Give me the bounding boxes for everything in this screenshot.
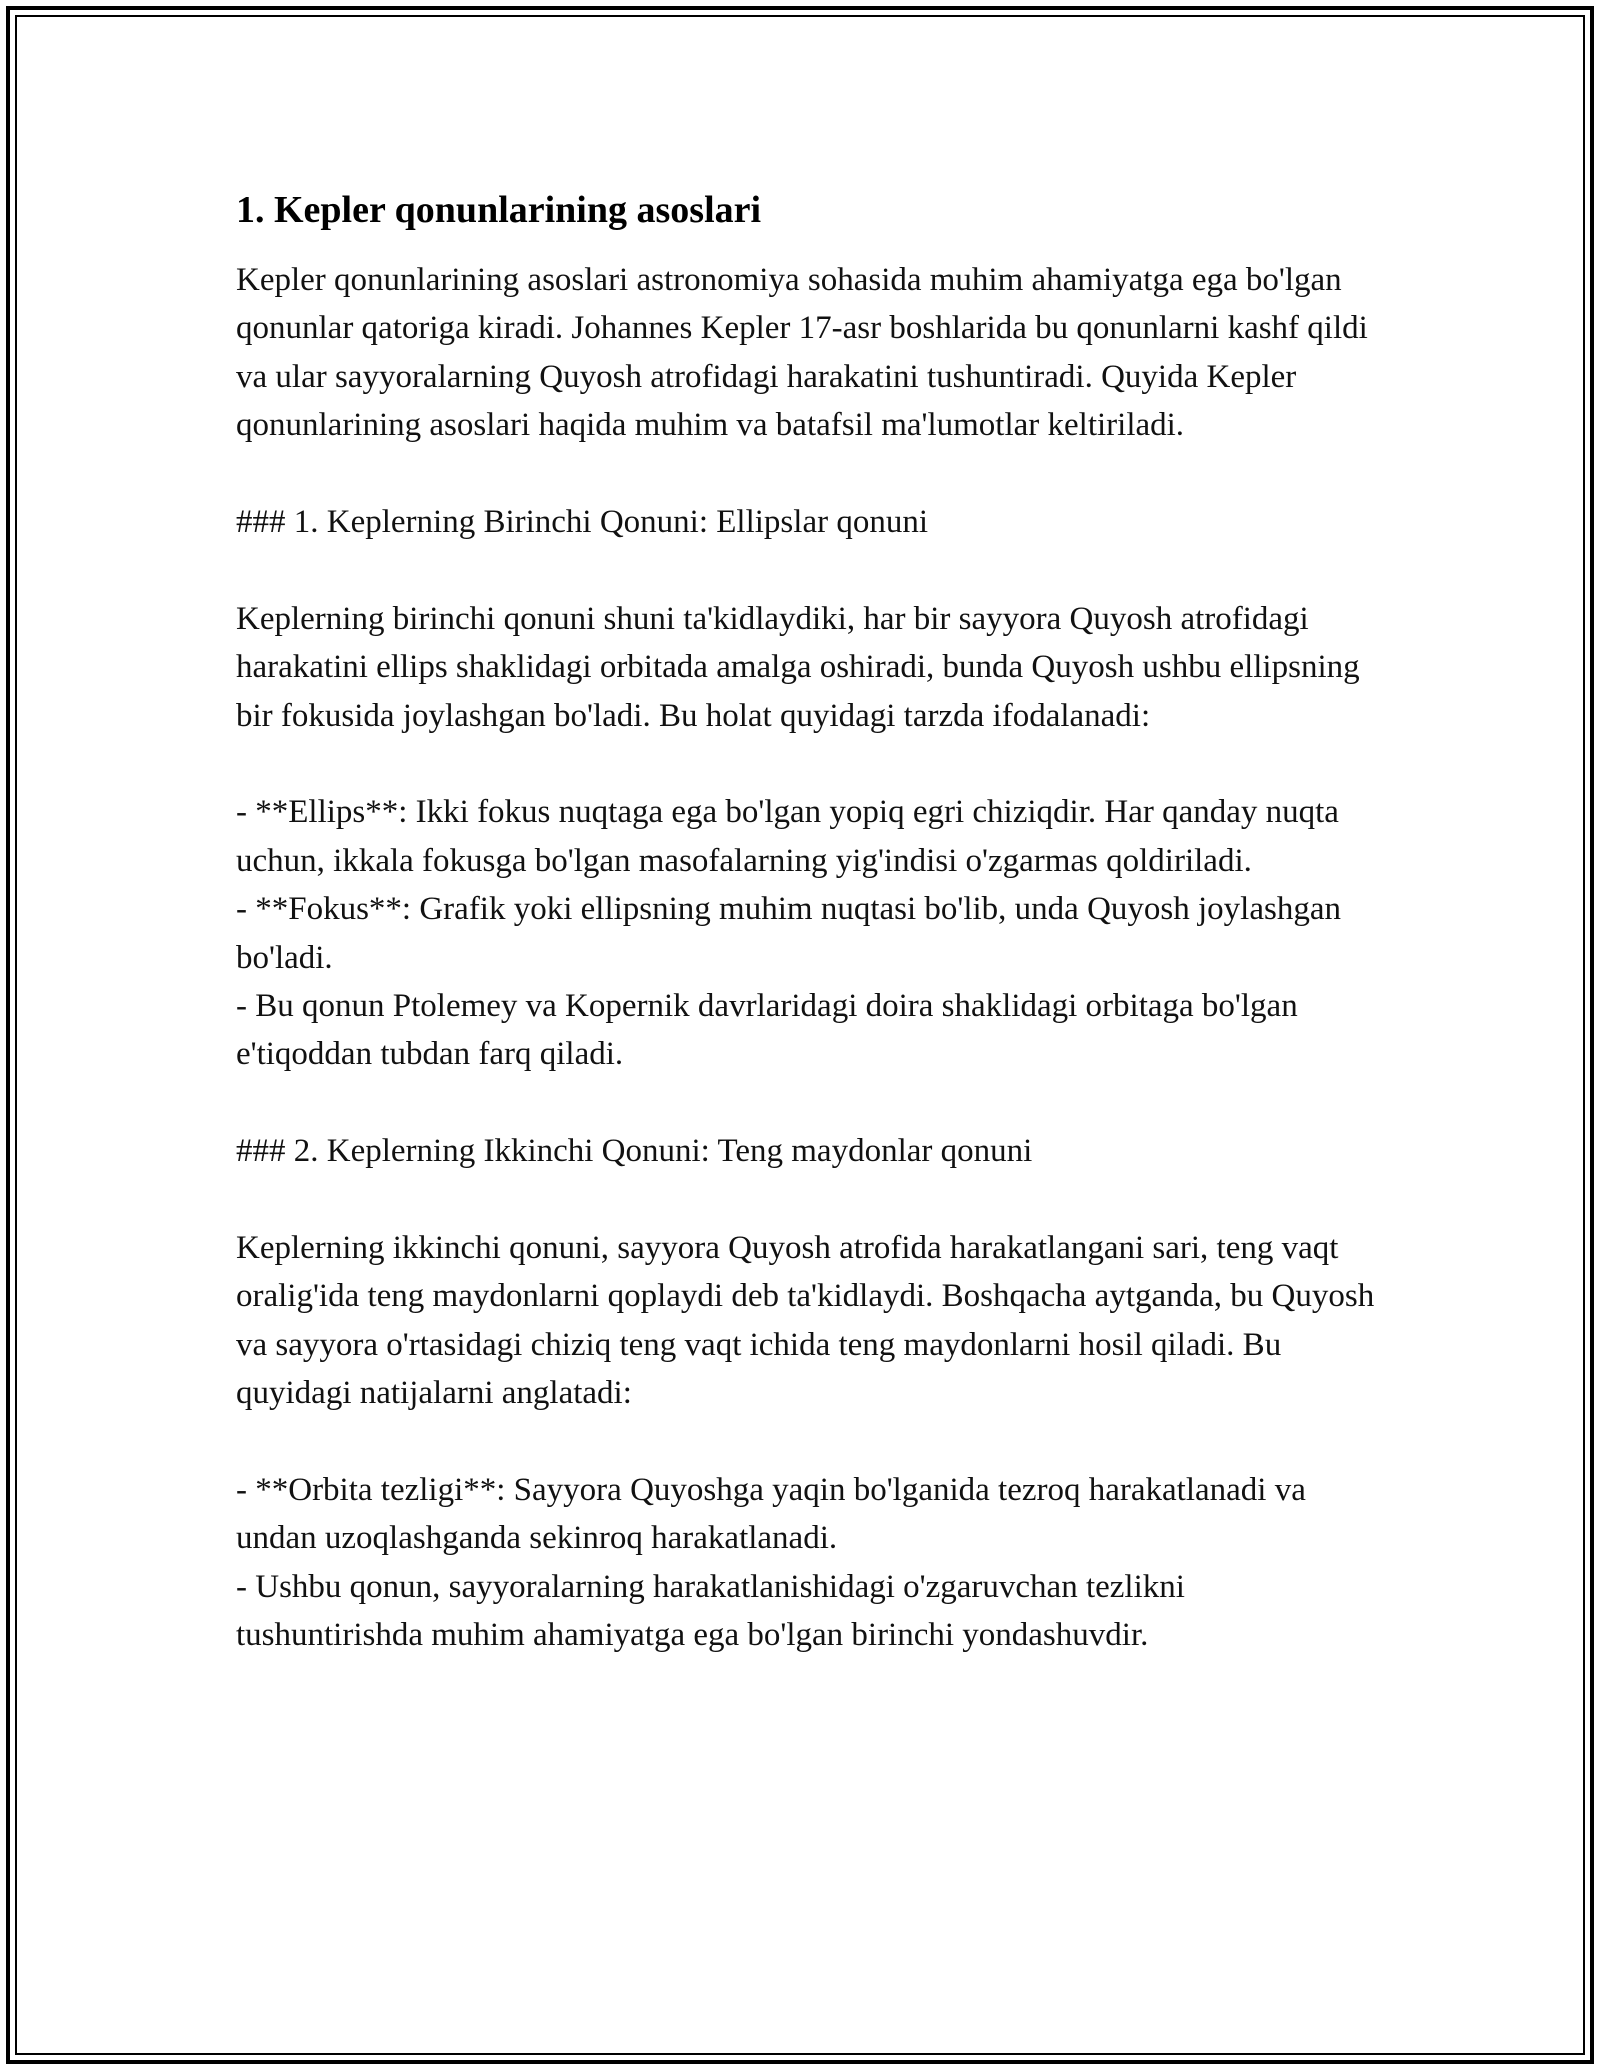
spacer <box>236 1079 1376 1127</box>
list-item: - **Orbita tezligi**: Sayyora Quyoshga yaqin bo'lganida tezroq harakatlanadi va undan uzoqlashganda sekinroq harakatlanadi. <box>236 1472 1306 1557</box>
spacer <box>236 546 1376 594</box>
list-item: - **Ellips**: Ikki fokus nuqtaga ega bo'lgan yopiq egri chiziqdir. Har qanday nuqta uchun, ikkala fokusga bo'lgan masofalarning yig'indisi o'zgarmas qoldiriladi. <box>236 794 1339 879</box>
list-item: - Bu qonun Ptolemey va Kopernik davrlaridagi doira shaklidagi orbitaga bo'lgan e'tiqoddan tubdan farq qiladi. <box>236 988 1298 1073</box>
section-2-list <box>236 1466 1376 1660</box>
section-2-paragraph: Keplerning ikkinchi qonuni, sayyora Quyosh atrofida harakatlangani sari, teng vaqt oralig'ida teng maydonlarni qoplaydi deb ta'kidlaydi. Boshqacha aytganda, bu Quyosh va sayyora o'rtasidagi chiziq teng vaqt ichida teng maydonlarni hosil qiladi. Bu quyidagi natijalarni anglatadi: <box>236 1230 1375 1412</box>
spacer <box>236 450 1376 498</box>
section-1-paragraph: Keplerning birinchi qonuni shuni ta'kidlaydiki, har bir sayyora Quyosh atrofidagi harakatini ellips shaklidagi orbitada amalga oshiradi, bunda Quyosh ushbu ellipsning bir fokusida joylashgan bo'ladi. Bu holat quyidagi tarzda ifodalanadi: <box>236 600 1360 734</box>
document-title: 1. Kepler qonunlarining asoslari <box>236 189 762 231</box>
section-1-list <box>236 788 1376 1078</box>
spacer <box>236 740 1376 788</box>
list-item: - Ushbu qonun, sayyoralarning harakatlanishidagi o'zgaruvchan tezlikni tushuntirishda muhim ahamiyatga ega bo'lgan birinchi yondashuvdir. <box>236 1568 1185 1654</box>
intro-paragraph: Kepler qonunlarining asoslari astronomiya sohasida muhim ahamiyatga ega bo'lgan qonunlar qatoriga kiradi. Johannes Kepler 17-asr boshlarida bu qonunlarni kashf qildi va ular sayyoralarning Quyosh atrofidagi harakatini tushuntiradi. Quyida Kepler qonunlarining asoslari haqida muhim va batafsil ma'lumotlar keltiriladi. <box>236 262 1368 444</box>
section-1-heading: ### 1. Keplerning Birinchi Qonuni: Ellipslar qonuni <box>236 504 929 541</box>
document-body <box>236 186 1376 1660</box>
list-item: - **Fokus**: Grafik yoki ellipsning muhim nuqtasi bo'lib, unda Quyosh joylashgan bo'ladi. <box>236 891 1341 976</box>
spacer <box>236 1418 1376 1466</box>
section-2-heading: ### 2. Keplerning Ikkinchi Qonuni: Teng maydonlar qonuni <box>236 1133 1033 1170</box>
spacer <box>236 1176 1376 1224</box>
